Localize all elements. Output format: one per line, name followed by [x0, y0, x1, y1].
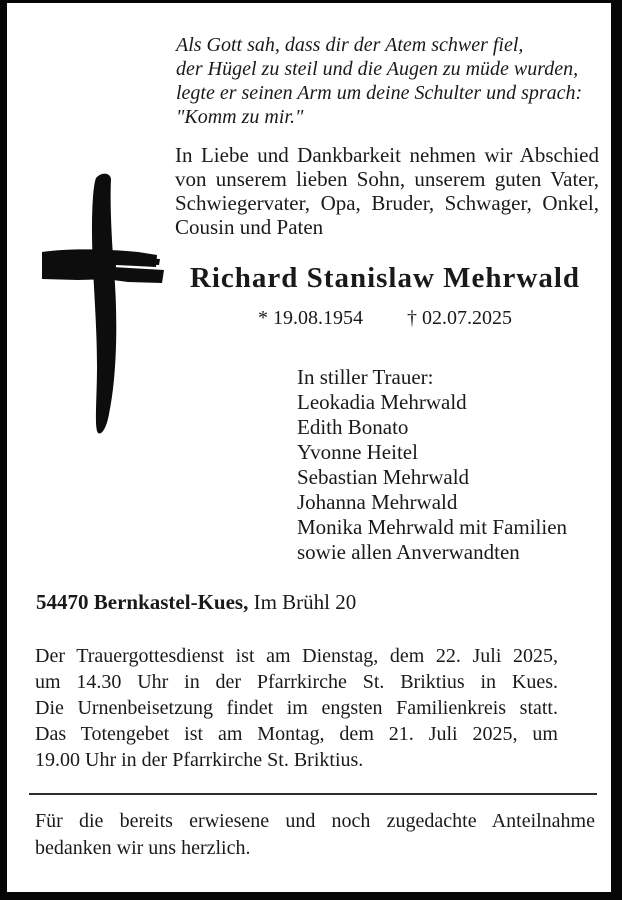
- poem-line: "Komm zu mir.": [176, 106, 304, 128]
- service-details-block: [35, 643, 558, 773]
- deceased-name: Richard Stanislaw Mehrwald: [189, 262, 581, 294]
- address-street: Im Brühl 20: [253, 590, 357, 614]
- thanks-block: [35, 808, 595, 862]
- service-line: Das Totengebet ist am Montag, dem 21. Juli 2025, um: [35, 723, 558, 745]
- mourner-name: Sebastian Mehrwald: [297, 465, 470, 489]
- intro-line: In Liebe und Dankbarkeit nehmen wir Abschied: [175, 143, 599, 167]
- death-date: † 02.07.2025: [407, 307, 512, 329]
- poem-line: Als Gott sah, dass dir der Atem schwer fiel,: [176, 34, 524, 56]
- intro-line: Schwiegervater, Opa, Bruder, Schwager, Onkel,: [175, 191, 599, 215]
- thanks-line: Für die bereits erwiesene und noch zugedachte Anteilnahme: [35, 810, 595, 832]
- mourners-heading: In stiller Trauer:: [297, 365, 434, 389]
- intro-line: von unserem lieben Sohn, unserem guten Vater,: [175, 167, 599, 191]
- poem-line: der Hügel zu steil und die Augen zu müde wurden,: [176, 58, 579, 80]
- life-dates: [175, 306, 595, 330]
- service-line: Die Urnenbeisetzung findet im engsten Familienkreis statt.: [35, 697, 558, 719]
- obituary-paper: [7, 3, 611, 892]
- thanks-line: bedanken wir uns herzlich.: [35, 837, 251, 859]
- poem-line: legte er seinen Arm um deine Schulter und sprach:: [176, 82, 583, 104]
- service-line: Der Trauergottesdienst ist am Dienstag, dem 22. Juli 2025,: [35, 645, 558, 667]
- mourner-name: Monika Mehrwald mit Familien: [297, 515, 568, 539]
- memorial-cross-icon: [38, 170, 166, 438]
- mourner-name: Edith Bonato: [297, 415, 409, 439]
- mourner-name: Yvonne Heitel: [297, 440, 418, 464]
- intro-block: [175, 143, 599, 239]
- intro-line: Cousin und Paten: [175, 215, 324, 239]
- service-line: 19.00 Uhr in der Pfarrkirche St. Briktius.: [35, 749, 364, 771]
- mourner-name: sowie allen Anverwandten: [297, 540, 520, 564]
- divider-rule: [29, 793, 597, 795]
- service-line: um 14.30 Uhr in der Pfarrkirche St. Briktius in Kues.: [35, 671, 558, 693]
- mourner-name: Leokadia Mehrwald: [297, 390, 467, 414]
- mourner-name: Johanna Mehrwald: [297, 490, 458, 514]
- poem-block: [176, 33, 582, 129]
- mourners-block: [297, 365, 567, 565]
- address-line: [36, 590, 356, 615]
- birth-date: * 19.08.1954: [258, 307, 363, 329]
- address-city: 54470 Bernkastel-Kues,: [36, 590, 249, 614]
